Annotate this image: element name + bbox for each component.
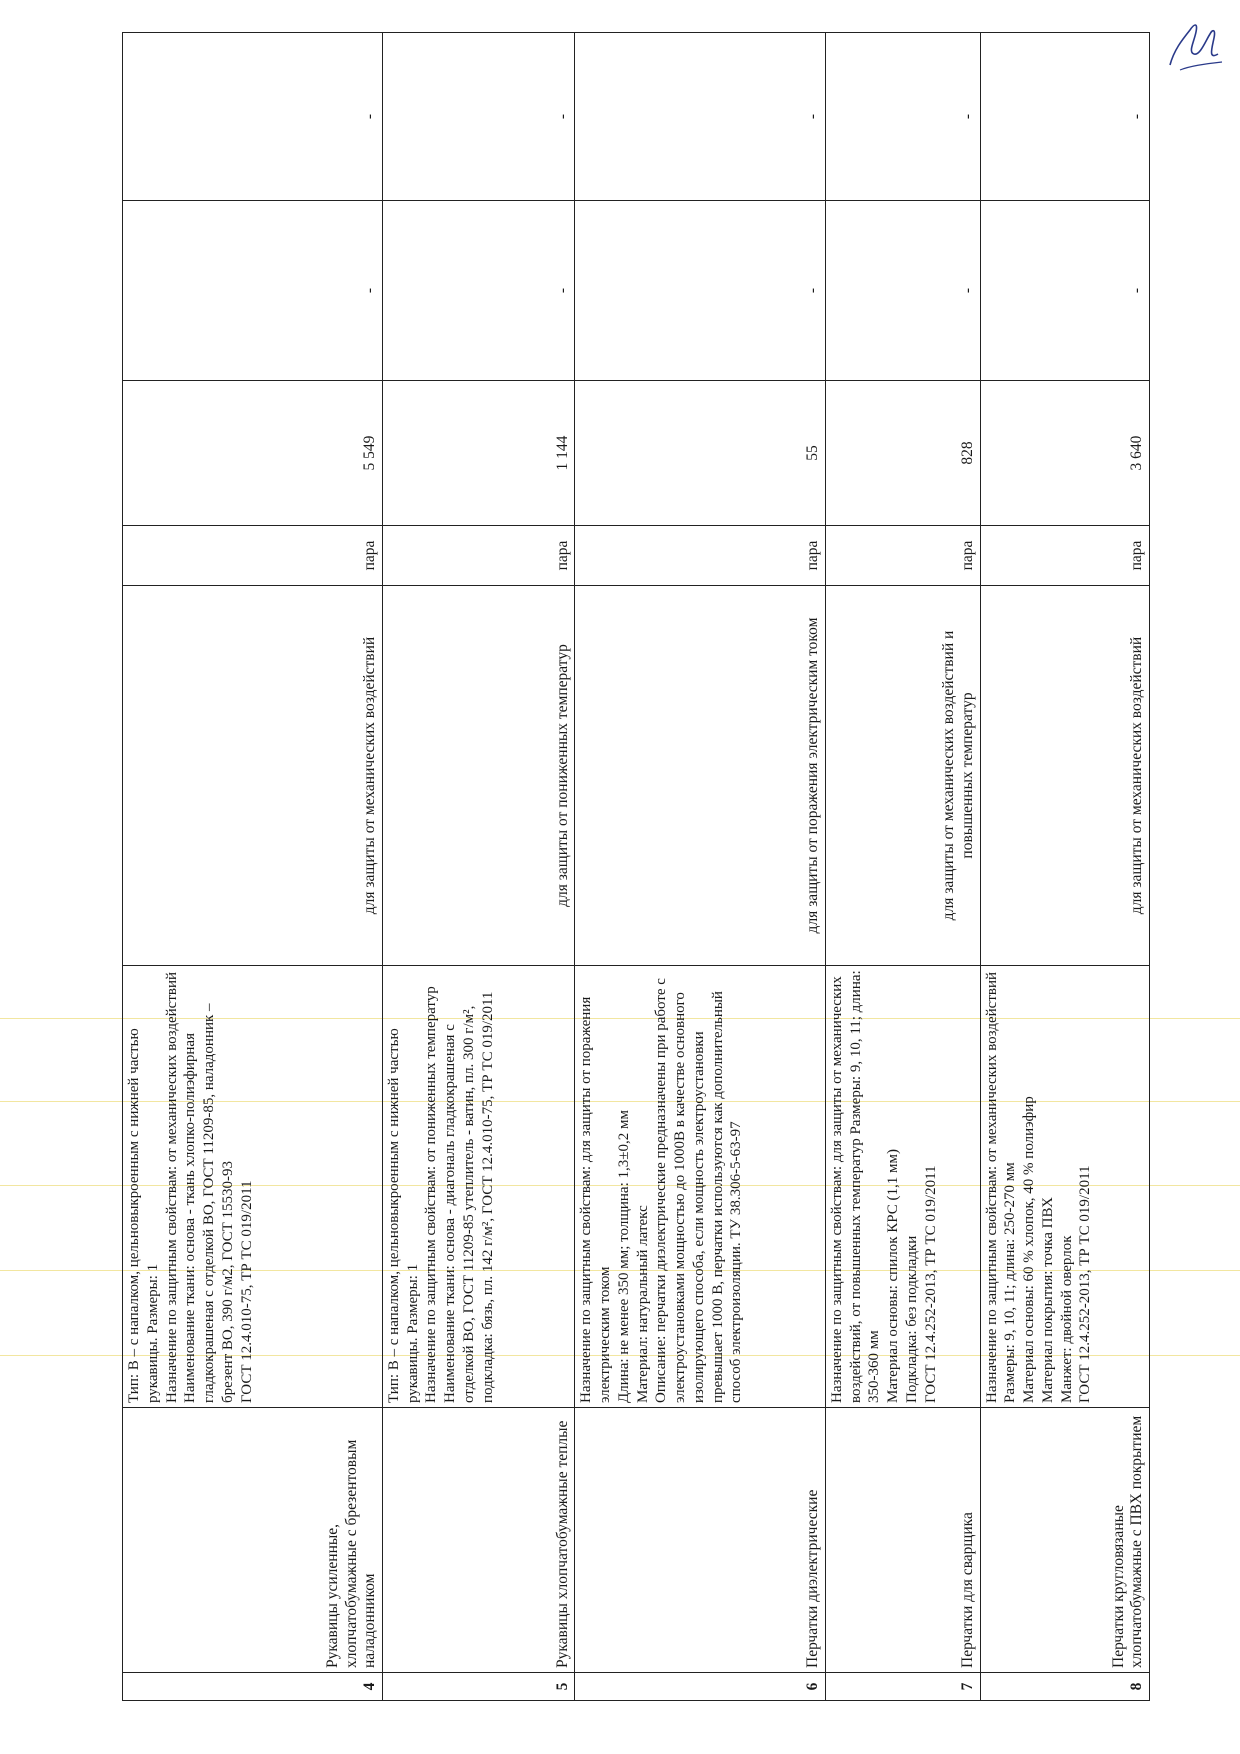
item-extra-2: - <box>825 33 980 201</box>
item-extra-2: - <box>123 33 383 201</box>
description-line: Назначение по защитным свойствам: для защиты от поражения электрическим током <box>578 996 614 1403</box>
item-extra-2: - <box>980 33 1149 201</box>
row-number: 4 <box>123 1673 383 1701</box>
item-quantity: 828 <box>825 381 980 526</box>
item-description <box>382 966 575 1408</box>
description-line: Материал основы: спилок КРС (1,1 мм) <box>885 1148 902 1403</box>
ppe-spec-table <box>122 32 1150 1701</box>
item-purpose: для защиты от механических воздействий <box>980 586 1149 966</box>
item-extra-1: - <box>980 201 1149 381</box>
item-unit: пара <box>825 526 980 586</box>
item-extra-1: - <box>382 201 575 381</box>
description-line: Тип: В – с напалком, цельновыкроенным с нижней частью рукавицы. Размеры: 1 <box>126 1028 161 1403</box>
table-row <box>825 33 980 1701</box>
item-purpose: для защиты от поражения электрическим током <box>575 586 825 966</box>
item-quantity: 5 549 <box>123 381 383 526</box>
description-line: Наименование ткани: основа - ткань хлопко-полиэфирная гладкокрашеная с отделкой ВО, ГОСТ 11209-85, наладонник – брезент ВО, 390 г/м2, ГОСТ 15530-93 <box>182 1003 236 1403</box>
item-description <box>980 966 1149 1408</box>
row-number: 6 <box>575 1673 825 1701</box>
item-extra-1: - <box>575 201 825 381</box>
row-number: 5 <box>382 1673 575 1701</box>
item-name: Рукавицы усиленные, хлопчатобумажные с брезентовым наладонником <box>123 1408 383 1673</box>
item-name: Рукавицы хлопчатобумажные теплые <box>382 1408 575 1673</box>
item-unit: пара <box>382 526 575 586</box>
item-name: Перчатки диэлектрические <box>575 1408 825 1673</box>
item-name: Перчатки кругловязаные хлопчатобумажные с ПВХ покрытием <box>980 1408 1149 1673</box>
item-extra-1: - <box>825 201 980 381</box>
item-quantity: 1 144 <box>382 381 575 526</box>
description-line: Назначение по защитным свойствам: от пониженных температур <box>423 986 440 1403</box>
description-line: Назначение по защитным свойствам: от механических воздействий <box>983 971 1000 1403</box>
row-number: 7 <box>825 1673 980 1701</box>
description-line: Размеры: 9, 10, 11; длина: 250-270 мм <box>1002 1162 1019 1403</box>
item-description <box>123 966 383 1408</box>
description-line: Материал основы: 60 % хлопок, 40 % полиэфир <box>1021 1096 1038 1403</box>
description-line: ГОСТ 12.4.010-75, ТР ТС 019/2011 <box>238 1180 255 1403</box>
description-line: Назначение по защитным свойствам: от механических воздействий <box>163 971 180 1403</box>
item-quantity: 55 <box>575 381 825 526</box>
description-line: Материал: натуральный латекс <box>634 1205 651 1403</box>
description-line: Описание: перчатки диэлектрические предназначены при работе с электроустановками мощностью до 1000В в качестве основного изолирующего способа, если мощность электроустановки превышает 1000 В, перчатки используются как дополнительный способ электроизоляции. ТУ 38.306-5-63-97 <box>653 978 745 1403</box>
item-unit: пара <box>980 526 1149 586</box>
table-row <box>980 33 1149 1701</box>
item-quantity: 3 640 <box>980 381 1149 526</box>
item-purpose: для защиты от механических воздействий <box>123 586 383 966</box>
item-description <box>825 966 980 1408</box>
description-line: Назначение по защитным свойствам: для защиты от механических воздействий, от повышенных температур Размеры: 9, 10, 11; длина: 350-360 мм <box>828 970 883 1403</box>
item-purpose: для защиты от механических воздействий и повышенных температур <box>825 586 980 966</box>
description-line: ГОСТ 12.4.252-2013, ТР ТС 019/2011 <box>922 1165 939 1403</box>
item-unit: пара <box>123 526 383 586</box>
row-number: 8 <box>980 1673 1149 1701</box>
table-row <box>123 33 383 1701</box>
item-unit: пара <box>575 526 825 586</box>
description-line: Длина: не менее 350 мм; толщина: 1,3±0,2 мм <box>615 1110 632 1403</box>
description-line: Манжет: двойной оверлок <box>1058 1235 1075 1403</box>
item-extra-2: - <box>382 33 575 201</box>
description-line: Материал покрытия: точка ПВХ <box>1039 1197 1056 1403</box>
description-line: Тип: В – с напалком, цельновыкроенным с нижней частью рукавицы. Размеры: 1 <box>385 1028 421 1403</box>
item-name: Перчатки для сварщика <box>825 1408 980 1673</box>
table-row <box>575 33 825 1701</box>
item-description <box>575 966 825 1408</box>
description-line: ГОСТ 12.4.252-2013, ТР ТС 019/2011 <box>1077 1165 1094 1403</box>
item-extra-2: - <box>575 33 825 201</box>
table-row <box>382 33 575 1701</box>
description-line: Наименование ткани: основа - диагональ гладкокрашеная с отделкой ВО, ГОСТ 11209-85 утеплитель - ватин, пл. 300 г/м², подкладка: бязь, пл. 142 г/м², ГОСТ 12.4.010-75, ТР ТС 019/2011 <box>442 991 496 1403</box>
description-line: Подкладка: без подкладки <box>903 1235 920 1403</box>
item-extra-1: - <box>123 201 383 381</box>
item-purpose: для защиты от пониженных температур <box>382 586 575 966</box>
